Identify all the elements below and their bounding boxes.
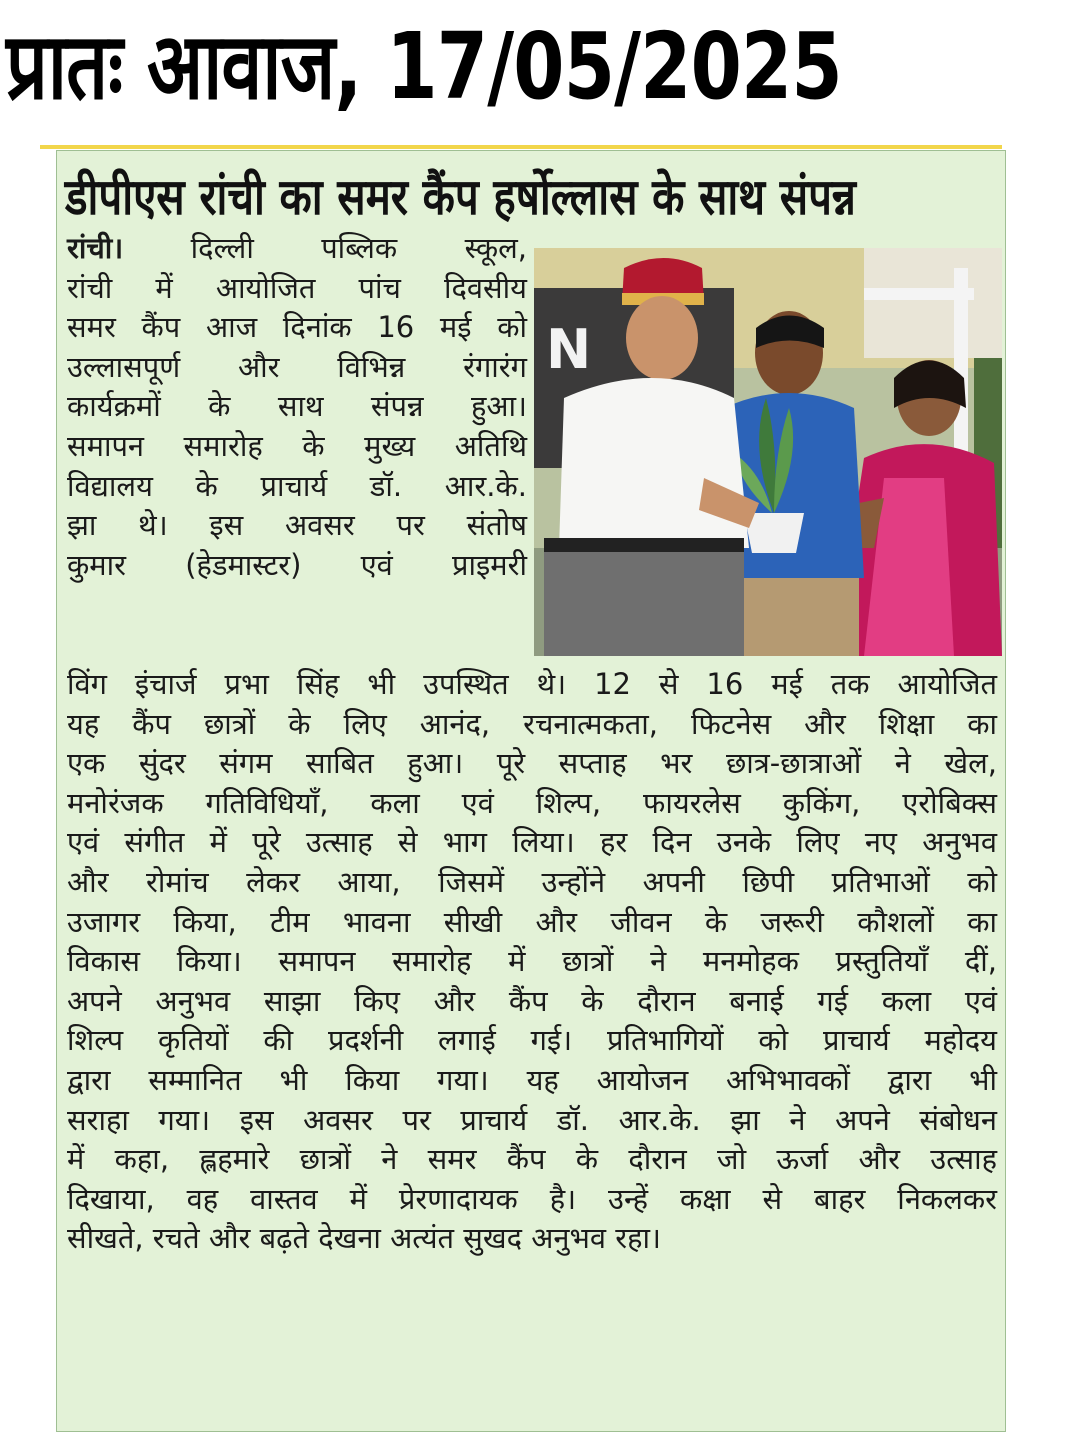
body-line: विकास किया। समापन समारोह में छात्रों ने मनमोहक प्रस्तुतियाँ दीं,: [67, 944, 997, 979]
lead-line: कार्यक्रमों के साथ संपन्न हुआ।: [67, 389, 527, 424]
body-line: द्वारा सम्मानित भी किया गया। यह आयोजन अभिभावकों द्वारा भी: [67, 1062, 997, 1097]
dateline: रांची।: [67, 231, 124, 265]
body-line: यह कैंप छात्रों के लिए आनंद, रचनात्मकता, फिटनेस और शिक्षा का: [67, 706, 997, 741]
body-line: सराहा गया। इस अवसर पर प्राचार्य डॉ. आर.के. झा ने अपने संबोधन: [67, 1102, 997, 1137]
body-line: अपने अनुभव साझा किए और कैंप के दौरान बनाई गई कला एवं: [67, 983, 997, 1018]
lead-line: रांची में आयोजित पांच दिवसीय: [67, 270, 527, 305]
body-line: मनोरंजक गतिविधियाँ, कला एवं शिल्प, फायरलेस कुकिंग, एरोबिक्स: [67, 785, 997, 820]
lead-line: समर कैंप आज दिनांक 16 मई को: [67, 310, 527, 345]
lead-line: कुमार (हेडमास्टर) एवं प्राइमरी: [67, 547, 527, 582]
lead-line: रांची। दिल्ली पब्लिक स्कूल,: [67, 231, 527, 265]
svg-text:N: N: [546, 318, 592, 381]
article-body: [67, 665, 997, 1259]
body-line: सीखते, रचते और बढ़ते देखना अत्यंत सुखद अनुभव रहा।: [67, 1221, 661, 1256]
article-photo: [534, 248, 1002, 656]
lead-line: समापन समारोह के मुख्य अतिथि: [67, 428, 527, 463]
body-line: उजागर किया, टीम भावना सीखी और जीवन के जरूरी कौशलों का: [67, 904, 997, 939]
body-line: शिल्प कृतियों की प्रदर्शनी लगाई गई। प्रतिभागियों को प्राचार्य महोदय: [67, 1023, 997, 1058]
newspaper-name-date: प्रातः आवाज, 17/05/2025: [6, 13, 842, 120]
photo-illustration: [534, 248, 1002, 656]
body-line: एवं संगीत में पूरे उत्साह से भाग लिया। हर दिन उनके लिए नए अनुभव: [67, 825, 997, 860]
body-line: और रोमांच लेकर आया, जिसमें उन्होंने अपनी छिपी प्रतिभाओं को: [67, 864, 997, 899]
body-line: दिखाया, वह वास्तव में प्रेरणादायक है। उन्हें कक्षा से बाहर निकलकर: [67, 1181, 997, 1216]
article-lead: [67, 229, 527, 585]
body-line: में कहा, ह्लहमारे छात्रों ने समर कैंप के दौरान जो ऊर्जा और उत्साह: [67, 1142, 997, 1177]
body-line: एक सुंदर संगम साबित हुआ। पूरे सप्ताह भर छात्र-छात्राओं ने खेल,: [67, 746, 997, 781]
lead-line: उल्लासपूर्ण और विभिन्न रंगारंग: [67, 349, 527, 384]
news-clipping: [56, 150, 1006, 1432]
article-headline: डीपीएस रांची का समर कैंप हर्षोल्लास के साथ संपन्न: [65, 168, 856, 226]
lead-line: विद्यालय के प्राचार्य डॉ. आर.के.: [67, 468, 527, 503]
divider-rule: [40, 145, 1002, 149]
masthead: [0, 0, 1080, 140]
body-line: विंग इंचार्ज प्रभा सिंह भी उपस्थित थे। 12 से 16 मई तक आयोजित: [67, 667, 997, 701]
lead-line: झा थे। इस अवसर पर संतोष: [67, 508, 527, 543]
